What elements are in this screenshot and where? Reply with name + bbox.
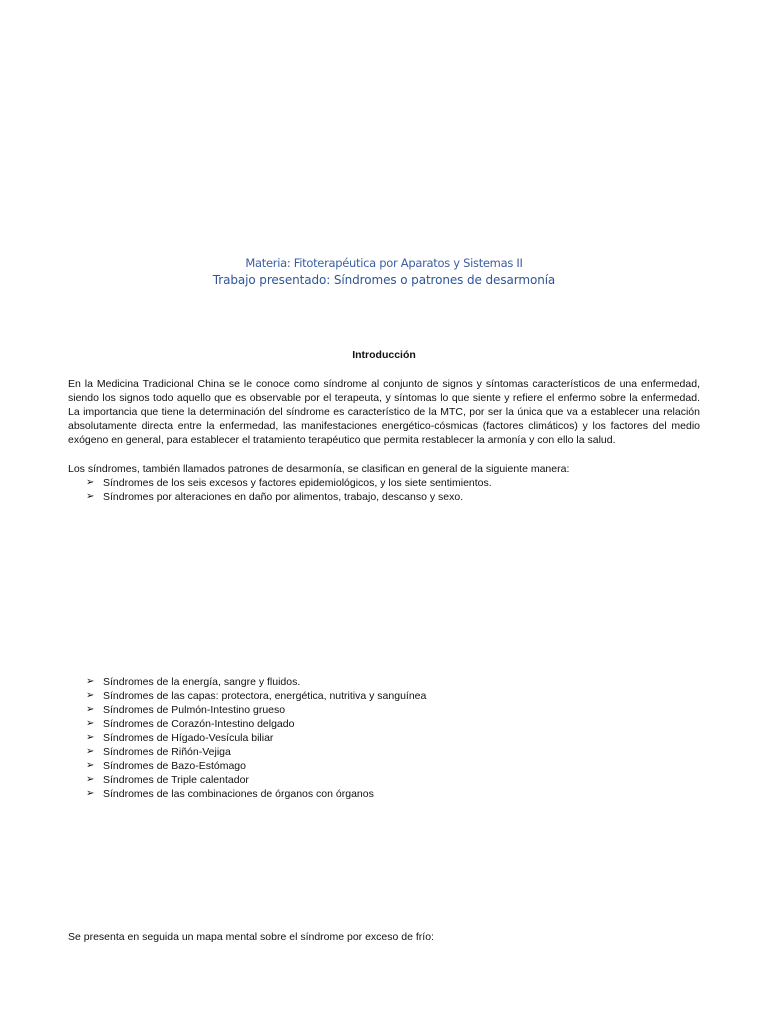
- list-item: ➢ Síndromes de Bazo-Estómago: [86, 760, 246, 772]
- arrow-bullet-icon: ➢: [86, 704, 95, 715]
- arrow-bullet-icon: ➢: [86, 491, 95, 502]
- subject-line: Materia: Fitoterapéutica por Aparatos y Sistemas II: [245, 256, 523, 270]
- list-item: ➢ Síndromes de las combinaciones de órganos con órganos: [86, 788, 374, 800]
- arrow-bullet-icon: ➢: [86, 676, 95, 687]
- arrow-bullet-icon: ➢: [86, 718, 95, 729]
- list-item: ➢ Síndromes de los seis excesos y factores epidemiológicos, y los siete sentimientos.: [86, 477, 492, 489]
- list-item: ➢ Síndromes de Riñón-Vejiga: [86, 746, 231, 758]
- list-item: ➢ Síndromes de Hígado-Vesícula biliar: [86, 732, 274, 744]
- list-item: ➢ Síndromes de Triple calentador: [86, 774, 249, 786]
- arrow-bullet-icon: ➢: [86, 477, 95, 488]
- syndrome-list-one: [86, 476, 492, 504]
- introduction-heading: Introducción: [352, 349, 416, 361]
- arrow-bullet-icon: ➢: [86, 746, 95, 757]
- paragraph-line: absolutamente directa entre la enfermedad, las manifestaciones energético-cósmicas (factores climáticos) y los factores del medio: [68, 420, 700, 432]
- arrow-bullet-icon: ➢: [86, 690, 95, 701]
- paragraph-line: exógeno en general, para establecer el tratamiento terapéutico que permita restablecer la armonía y con ello la salud.: [68, 434, 616, 446]
- introduction-paragraph: [68, 377, 700, 447]
- list-item: ➢ Síndromes de Corazón-Intestino delgado: [86, 718, 295, 730]
- paragraph-line: siendo los signos todo aquello que es observable por el terapeuta, y síntomas lo que siente y refiere el enfermo sobre la enfermedad.: [68, 392, 700, 404]
- list-item: ➢ Síndromes de las capas: protectora, energética, nutritiva y sanguínea: [86, 690, 427, 702]
- paragraph-line: En la Medicina Tradicional China se le conoce como síndrome al conjunto de signos y síntomas característicos de una enfermedad,: [68, 378, 700, 390]
- arrow-bullet-icon: ➢: [86, 788, 95, 799]
- list-item: ➢ Síndromes por alteraciones en daño por alimentos, trabajo, descanso y sexo.: [86, 491, 464, 503]
- classification-intro: Los síndromes, también llamados patrones de desarmonía, se clasifican en general de la siguiente manera:: [68, 463, 570, 475]
- work-title: Trabajo presentado: Síndromes o patrones de desarmonía: [212, 273, 556, 287]
- paragraph-line: La importancia que tiene la determinación del síndrome es característico de la MTC, por ser la única que va a establecer una relación: [68, 406, 700, 418]
- arrow-bullet-icon: ➢: [86, 774, 95, 785]
- list-item: ➢ Síndromes de Pulmón-Intestino grueso: [86, 704, 286, 716]
- arrow-bullet-icon: ➢: [86, 760, 95, 771]
- syndrome-list-two: [86, 675, 426, 801]
- closing-sentence: Se presenta en seguida un mapa mental sobre el síndrome por exceso de frío:: [68, 931, 434, 943]
- list-item: ➢ Síndromes de la energía, sangre y fluidos.: [86, 676, 301, 688]
- arrow-bullet-icon: ➢: [86, 732, 95, 743]
